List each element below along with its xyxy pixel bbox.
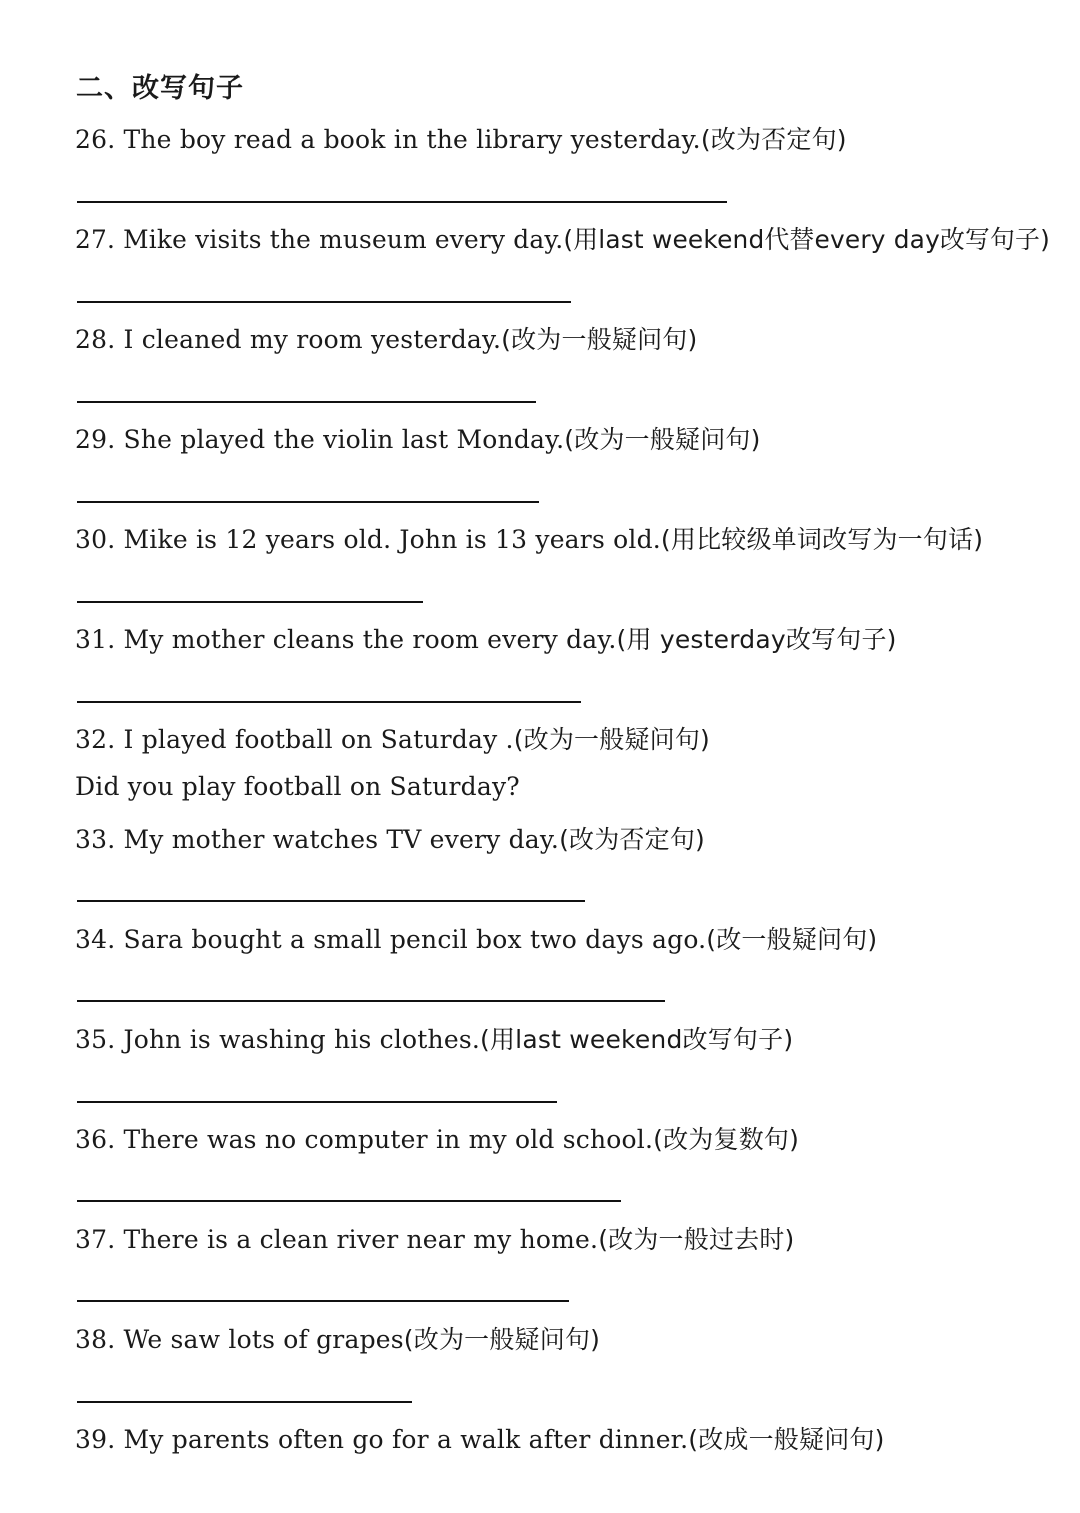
answer-blank-33[interactable] — [77, 900, 585, 902]
answer-blank-30[interactable] — [77, 601, 423, 603]
question-31-text: 31. My mother cleans the room every day. — [75, 625, 617, 654]
question-38-text: 38. We saw lots of grapes — [75, 1325, 404, 1354]
question-37 — [75, 1220, 795, 1256]
question-33-instruction: (改为否定句) — [559, 825, 705, 854]
answer-blank-34[interactable] — [77, 1000, 665, 1002]
question-32-answer: Did you play football on Saturday? — [75, 772, 520, 801]
question-37-text: 37. There is a clean river near my home. — [75, 1225, 599, 1254]
question-29-instruction: (改为一般疑问句) — [564, 425, 761, 454]
question-34-instruction: (改一般疑问句) — [706, 925, 878, 954]
question-36-instruction: (改为复数句) — [653, 1125, 800, 1154]
question-27 — [75, 220, 1050, 256]
question-34-text: 34. Sara bought a small pencil box two days ago. — [75, 925, 707, 954]
question-28 — [75, 320, 697, 356]
answer-blank-38[interactable] — [77, 1401, 412, 1403]
answer-blank-37[interactable] — [77, 1300, 569, 1302]
question-30 — [75, 520, 983, 556]
question-39-instruction: (改成一般疑问句) — [688, 1425, 885, 1454]
question-36-text: 36. There was no computer in my old school. — [75, 1125, 654, 1154]
question-31-instruction: (用 yesterday改写句子) — [616, 625, 897, 654]
question-30-text: 30. Mike is 12 years old. John is 13 years old. — [75, 525, 661, 554]
question-32 — [75, 720, 710, 756]
question-28-instruction: (改为一般疑问句) — [501, 325, 698, 354]
question-31 — [75, 620, 897, 656]
question-28-text: 28. I cleaned my room yesterday. — [75, 325, 502, 354]
question-26-instruction: (改为否定句) — [700, 125, 847, 154]
question-35-instruction: (用last weekend改写句子) — [480, 1025, 794, 1054]
question-39-text: 39. My parents often go for a walk after dinner. — [75, 1425, 689, 1454]
question-32-instruction: (改为一般疑问句) — [513, 725, 711, 754]
question-38-instruction: (改为一般疑问句) — [403, 1325, 601, 1354]
section-heading: 二、改写句子 — [76, 73, 244, 104]
question-39 — [75, 1420, 885, 1456]
question-32-text: 32. I played football on Saturday . — [75, 725, 514, 754]
question-26-text: 26. The boy read a book in the library yesterday. — [75, 125, 701, 154]
question-29-text: 29. She played the violin last Monday. — [75, 425, 565, 454]
question-37-instruction: (改为一般过去时) — [598, 1225, 795, 1254]
answer-blank-27[interactable] — [77, 301, 571, 303]
answer-blank-36[interactable] — [77, 1200, 621, 1202]
answer-blank-28[interactable] — [77, 401, 536, 403]
question-33-text: 33. My mother watches TV every day. — [75, 825, 560, 854]
question-33 — [75, 820, 705, 856]
question-36 — [75, 1120, 799, 1156]
question-35-text: 35. John is washing his clothes. — [75, 1025, 481, 1054]
question-35 — [75, 1020, 793, 1056]
answer-blank-31[interactable] — [77, 701, 581, 703]
question-34 — [75, 920, 877, 956]
answer-blank-35[interactable] — [77, 1101, 557, 1103]
question-27-instruction: (用last weekend代替every day改写句子) — [563, 225, 1050, 254]
answer-blank-26[interactable] — [77, 201, 727, 203]
question-26 — [75, 120, 847, 156]
answer-blank-29[interactable] — [77, 501, 539, 503]
question-38 — [75, 1320, 600, 1356]
question-27-text: 27. Mike visits the museum every day. — [75, 225, 564, 254]
question-30-instruction: (用比较级单词改写为一句话) — [660, 525, 984, 554]
question-29 — [75, 420, 761, 456]
